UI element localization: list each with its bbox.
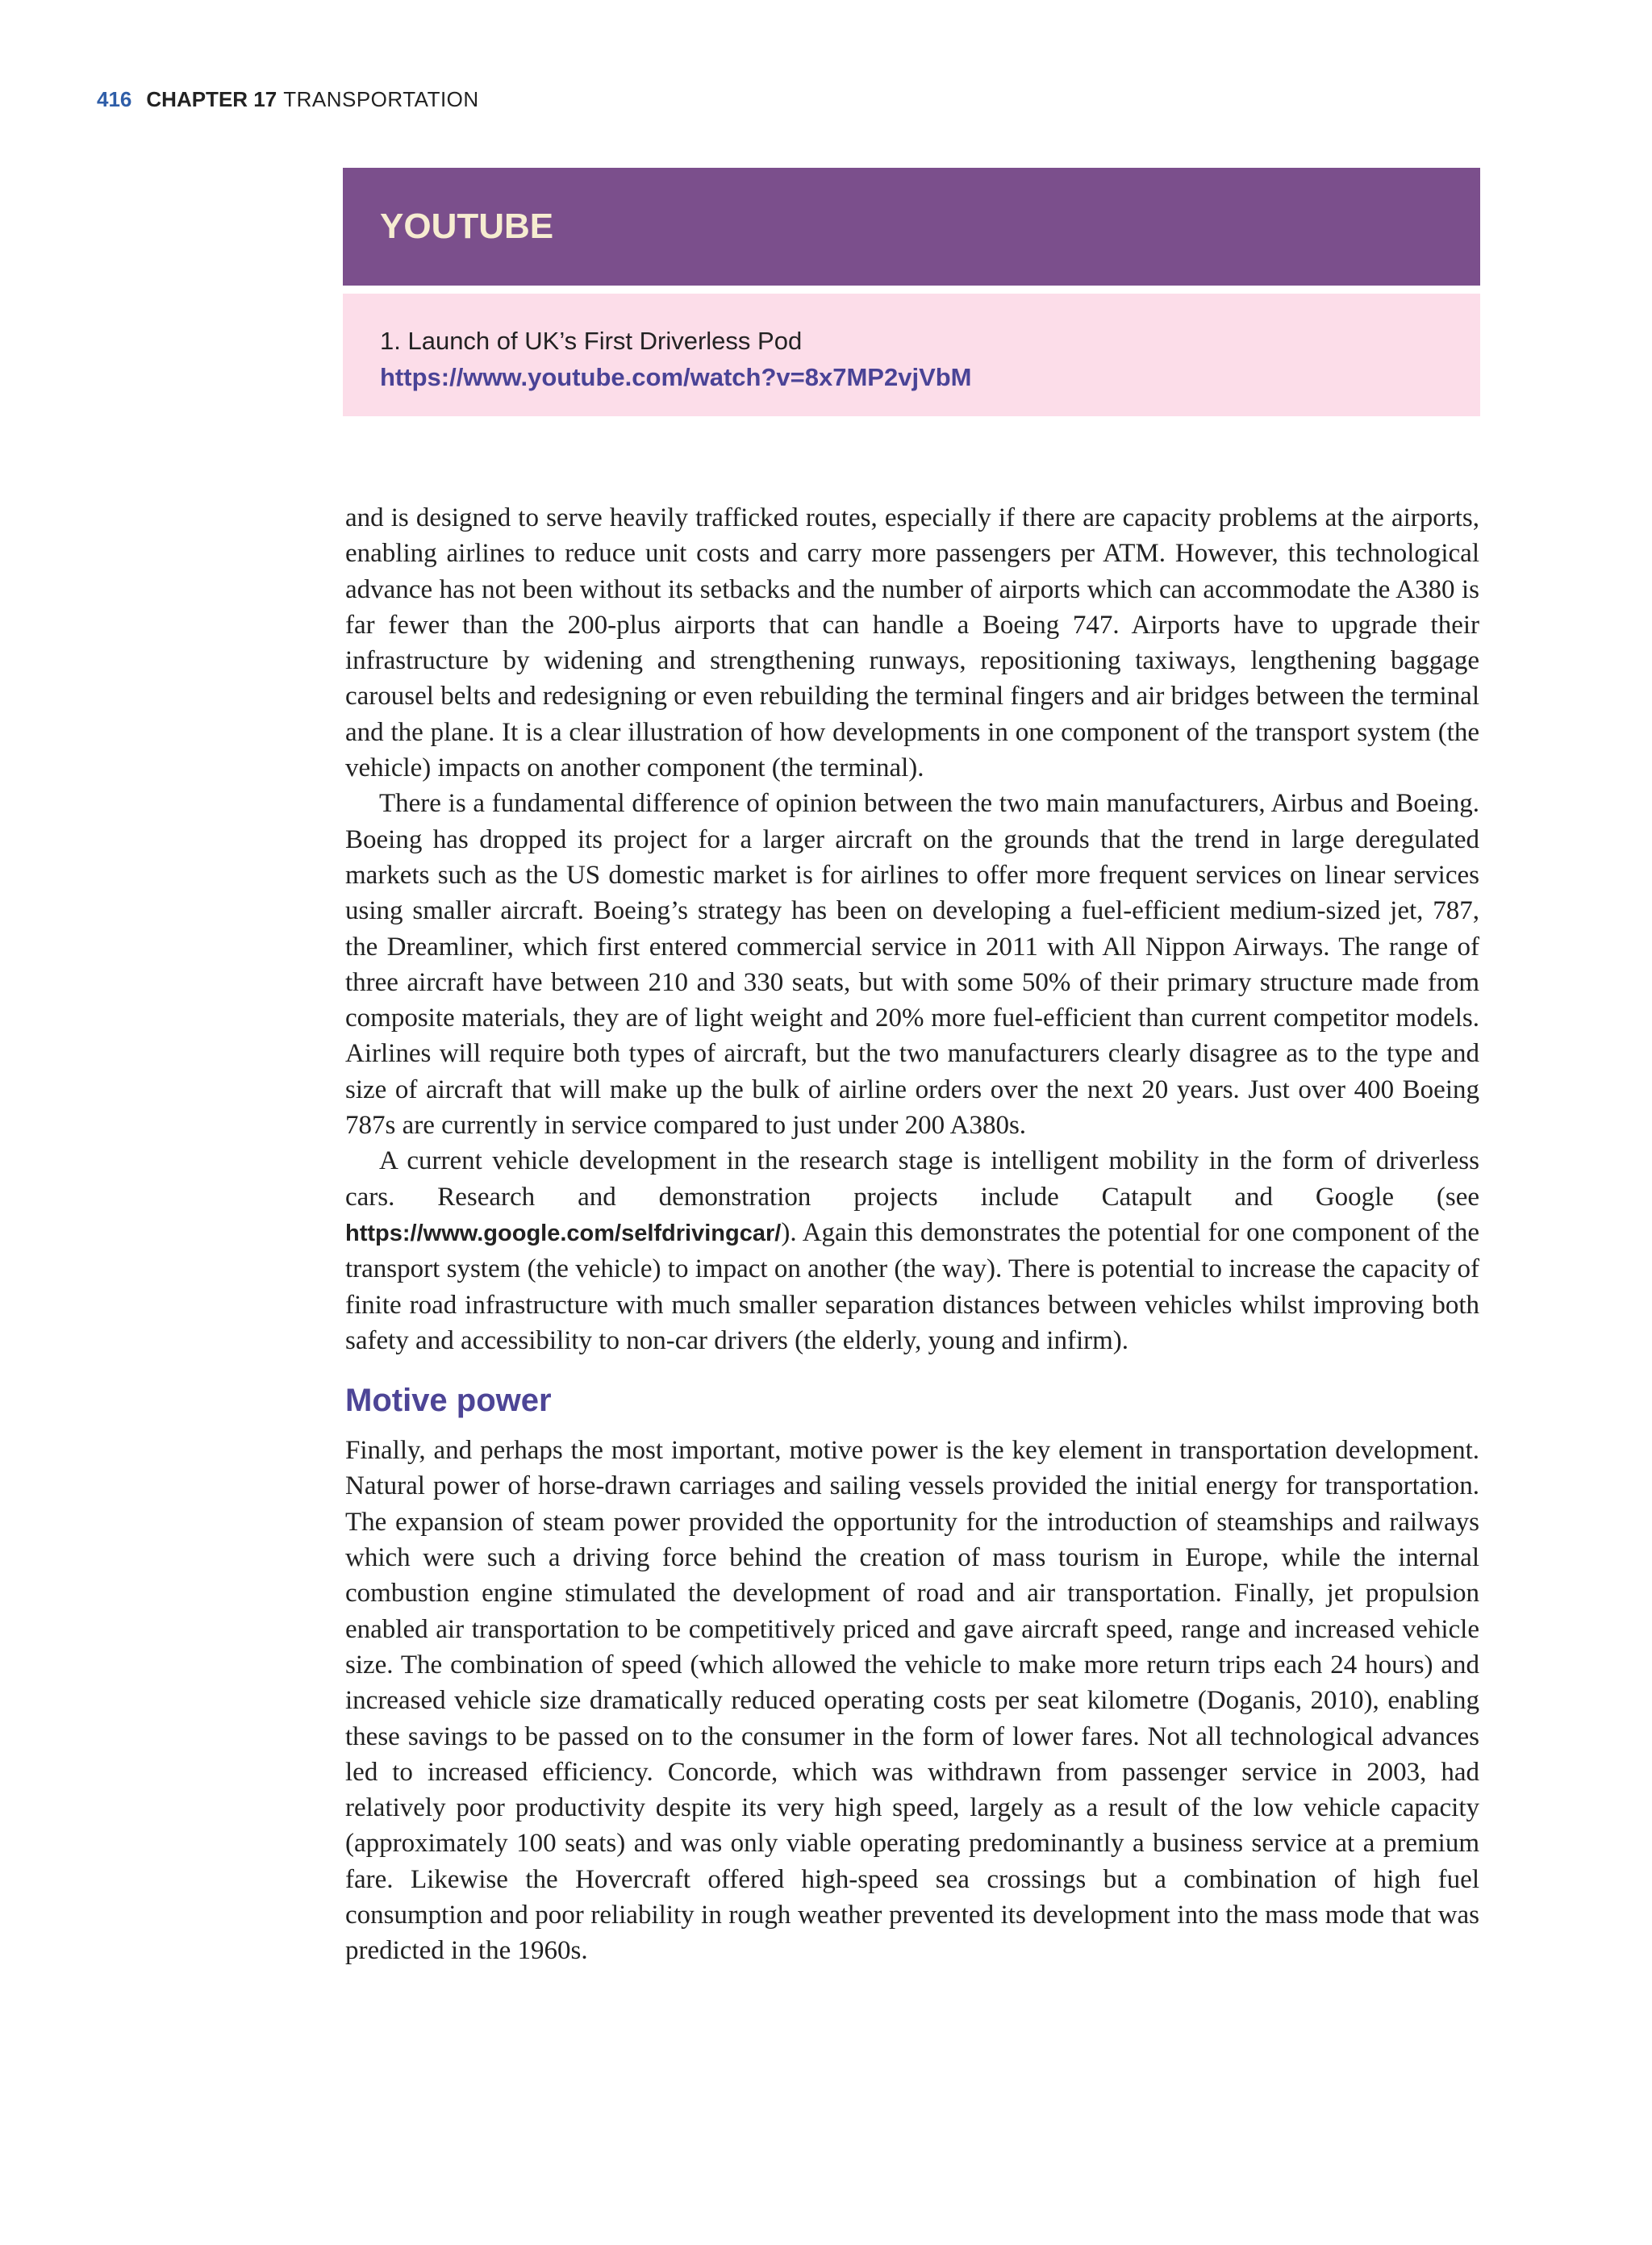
paragraph: and is designed to serve heavily trafficked routes, especially if there are capacity problems at the airports, enabling airlines to reduce unit costs and carry more passengers per ATM. However, this technological advance has not been without its setbacks and the number of airports which can accommodate the A380 is far fewer than the 200-plus airports that can handle a Boeing 747. Airports have to upgrade their infrastructure by widening and strengthening runways, repositioning taxiways, lengthening baggage carousel belts and redesigning or even rebuilding the terminal fingers and air bridges between the terminal and the plane. It is a clear illustration of how developments in one component of the transport system (the vehicle) impacts on another component (the terminal). xyxy=(345,503,1479,783)
youtube-box-body xyxy=(343,294,1480,416)
youtube-box xyxy=(343,168,1480,416)
paragraph-text: ). Again this demonstrates the potential for one component of the transport system (the vehicle) to impact on another (the way). There is potential to increase the capacity of finite road infrastructure with much smaller separation distances between vehicles whilst improving both safety and accessibility to non-car drivers (the elderly, young and infirm). xyxy=(345,1217,1479,1355)
body-text xyxy=(345,500,1479,1969)
paragraph: There is a fundamental difference of opinion between the two main manufacturers, Airbus and Boeing. Boeing has dropped its project for a larger aircraft on the grounds that the trend in large deregulated markets such as the US domestic market is for airlines to offer more frequent services on linear services using smaller aircraft. Boeing’s strategy has been on developing a fuel-efficient medium-sized jet, 787, the Dreamliner, which first entered commercial service in 2011 with All Nippon Airways. The range of three aircraft have between 210 and 330 seats, but with some 50% of their primary structure made from composite materials, they are of light weight and 20% more fuel-efficient than current competitor models. Airlines will require both types of aircraft, but the two manufacturers clearly disagree as to the type and size of aircraft that will make up the bulk of airline orders over the next 20 years. Just over 400 Boeing 787s are currently in service compared to just under 200 A380s. xyxy=(345,789,1479,1141)
paragraph-text: A current vehicle development in the research stage is intelligent mobility in the form of driverless cars. Research and demonstration projects include Catapult and Google (see xyxy=(345,1146,1479,1212)
running-head xyxy=(97,87,479,112)
paragraph xyxy=(345,1143,1479,1358)
youtube-box-header xyxy=(343,168,1480,286)
chapter-title: TRANSPORTATION xyxy=(283,87,479,111)
chapter-label: CHAPTER 17 xyxy=(146,87,277,111)
video-title: 1. Launch of UK’s First Driverless Pod xyxy=(380,327,803,355)
video-link[interactable]: https://www.youtube.com/watch?v=8x7MP2vjVbM xyxy=(380,363,972,391)
page-number: 416 xyxy=(97,87,132,111)
paragraph: Finally, and perhaps the most important, motive power is the key element in transportation development. Natural power of horse-drawn carriages and sailing vessels provided the initial energy for transportation. The expansion of steam power provided the opportunity for the introduction of steamships and railways which were such a driving force behind the creation of mass tourism in Europe, while the internal combustion engine stimulated the development of road and air transportation. Finally, jet propulsion enabled air transportation to be competitively priced and gave aircraft speed, range and increased vehicle size. The combination of speed (which allowed the vehicle to make more return trips each 24 hours) and increased vehicle size dramatically reduced operating costs per seat kilometre (Doganis, 2010), enabling these savings to be passed on to the consumer in the form of lower fares. Not all technological advances led to increased efficiency. Concorde, which was withdrawn from passenger service in 2003, had relatively poor productivity despite its very high speed, largely as a result of the low vehicle capacity (approximately 100 seats) and was only viable operating predominantly a business service at a premium fare. Likewise the Hovercraft offered high-speed sea crossings but a combination of high fuel consumption and poor reliability in rough weather prevented its development into the mass mode that was predicted in the 1960s. xyxy=(345,1436,1479,1966)
section-heading: Motive power xyxy=(345,1383,552,1419)
youtube-box-title: YOUTUBE xyxy=(380,207,554,246)
selfdrivingcar-link[interactable]: https://www.google.com/selfdrivingcar/ xyxy=(345,1220,782,1246)
